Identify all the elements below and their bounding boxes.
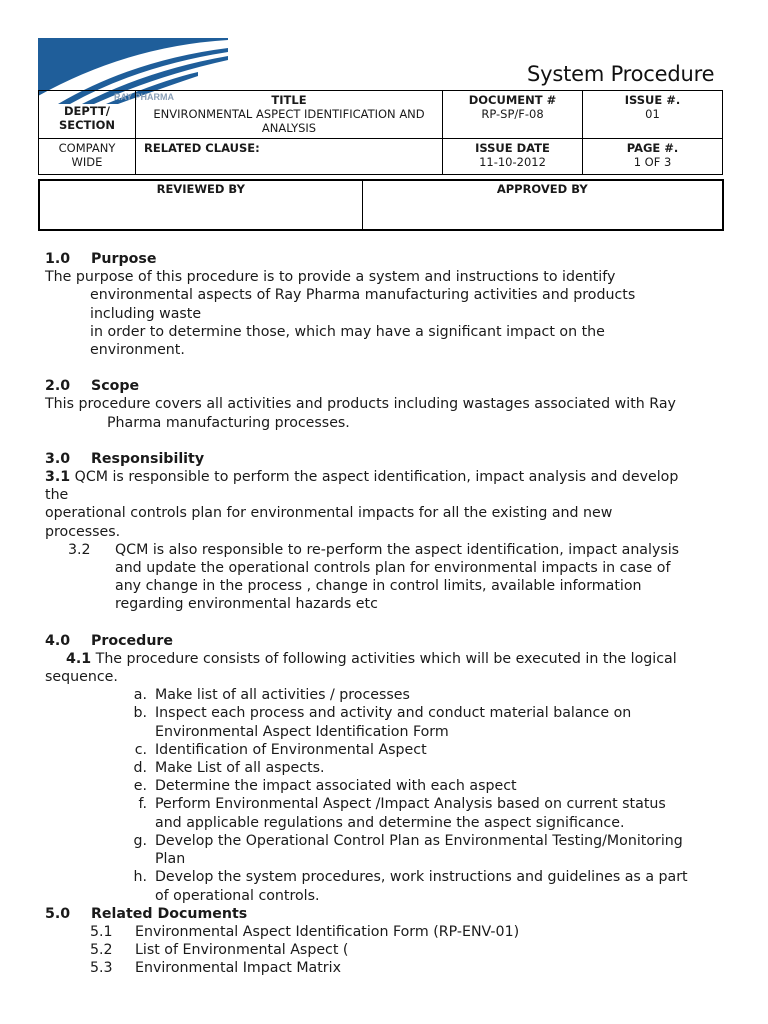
procedure-steps-list	[45, 686, 735, 904]
page-value: 1 OF 3	[633, 155, 672, 169]
scope-text-line: Pharma manufacturing processes.	[107, 414, 350, 431]
purpose-text-line: environmental aspects of Ray Pharma manufacturing activities and products	[90, 287, 636, 304]
title-value: ENVIRONMENTAL ASPECT IDENTIFICATION AND ANALYSIS	[153, 107, 425, 135]
responsibility-text-line: operational controls plan for environmental impacts for all the existing and new	[45, 505, 613, 522]
document-cell	[443, 91, 583, 139]
issue-date-cell	[443, 139, 583, 175]
purpose-text-line: including waste	[90, 305, 202, 322]
procedure-heading: 4.0 Procedure	[45, 632, 174, 649]
approved-by-cell	[362, 180, 723, 230]
system-procedure-title: System Procedure	[527, 62, 715, 86]
issue-cell	[583, 91, 723, 139]
purpose-text-line: environment.	[90, 342, 185, 359]
title-cell	[136, 91, 443, 139]
reviewed-by-cell	[39, 180, 362, 230]
dept-label-cell	[39, 91, 136, 139]
dept-label: DEPTT/ SECTION	[58, 104, 116, 132]
title-label: TITLE	[271, 93, 307, 107]
list-item: b. Inspect each process and activity and conduct material balance on Environmental Aspect Identification Form	[133, 705, 632, 740]
page-label: PAGE #.	[626, 141, 679, 155]
dept-value: COMPANY WIDE	[58, 141, 116, 169]
logo-text: RAY PHARMA	[114, 92, 175, 102]
dept-value-cell	[39, 139, 136, 175]
document-header-table	[38, 90, 723, 175]
related-documents-list	[45, 923, 735, 978]
responsibility-heading: 3.0 Responsibility	[45, 450, 205, 467]
scope-heading: 2.0 Scope	[45, 378, 140, 395]
document-label: DOCUMENT #	[468, 93, 557, 107]
issue-date-value: 11-10-2012	[479, 155, 546, 169]
related-clause-label: RELATED CLAUSE:	[144, 141, 260, 155]
responsibility-3-2: 3.2 QCM is also responsible to re-perform the aspect identification, impact analysis	[68, 541, 680, 558]
responsibility-text-line: processes.	[45, 523, 121, 540]
purpose-heading: 1.0 Purpose	[45, 251, 157, 267]
scope-text: This procedure covers all activities and products including wastages associated with Ray	[45, 396, 676, 413]
purpose-text-line: in order to determine those, which may have a significant impact on the	[90, 323, 605, 340]
list-item: 5.1 Environmental Aspect Identification Form (RP-ENV-01)	[90, 923, 520, 940]
purpose-text: The purpose of this procedure is to provide a system and instructions to identify	[45, 269, 616, 286]
reviewed-by-label: REVIEWED BY	[156, 182, 245, 196]
review-approval-table	[38, 179, 724, 231]
issue-date-label: ISSUE DATE	[475, 141, 550, 155]
issue-label: ISSUE #.	[624, 93, 681, 107]
list-item: e. Determine the impact associated with each aspect	[133, 778, 517, 795]
responsibility-text-line: and update the operational controls plan for environmental impacts in case of	[115, 560, 671, 577]
procedure-text-line: sequence.	[45, 669, 118, 686]
list-item: 5.2 List of Environmental Aspect (	[90, 942, 349, 959]
responsibility-text-line: regarding environmental hazards etc	[115, 596, 378, 613]
approved-by-label: APPROVED BY	[496, 182, 588, 196]
list-item: d. Make List of all aspects.	[133, 760, 325, 777]
related-clause-cell	[136, 139, 443, 175]
list-item: 5.3 Environmental Impact Matrix	[90, 960, 341, 977]
issue-value: 01	[645, 107, 660, 121]
list-item: a. Make list of all activities / processes	[133, 687, 410, 704]
list-item: c. Identification of Environmental Aspect	[134, 741, 427, 758]
responsibility-3-1: 3.1 QCM is responsible to perform the aspect identification, impact analysis and develop	[45, 469, 679, 486]
responsibility-text-line: any change in the process , change in control limits, available information	[115, 578, 642, 595]
procedure-4-1: 4.1 The procedure consists of following activities which will be executed in the logical	[66, 650, 677, 667]
list-item: f. Perform Environmental Aspect /Impact Analysis based on current status and applicable regulations and determine the aspect significance.	[138, 796, 666, 831]
related-documents-heading: 5.0 Related Documents	[45, 905, 248, 922]
document-value: RP-SP/F-08	[481, 107, 544, 121]
list-item: h. Develop the system procedures, work instructions and guidelines as a part of operational controls.	[133, 869, 688, 904]
list-item: g. Develop the Operational Control Plan as Environmental Testing/Monitoring Plan	[133, 832, 683, 868]
page-cell	[583, 139, 723, 175]
document-body	[45, 250, 735, 978]
responsibility-text-line: the	[45, 487, 69, 504]
